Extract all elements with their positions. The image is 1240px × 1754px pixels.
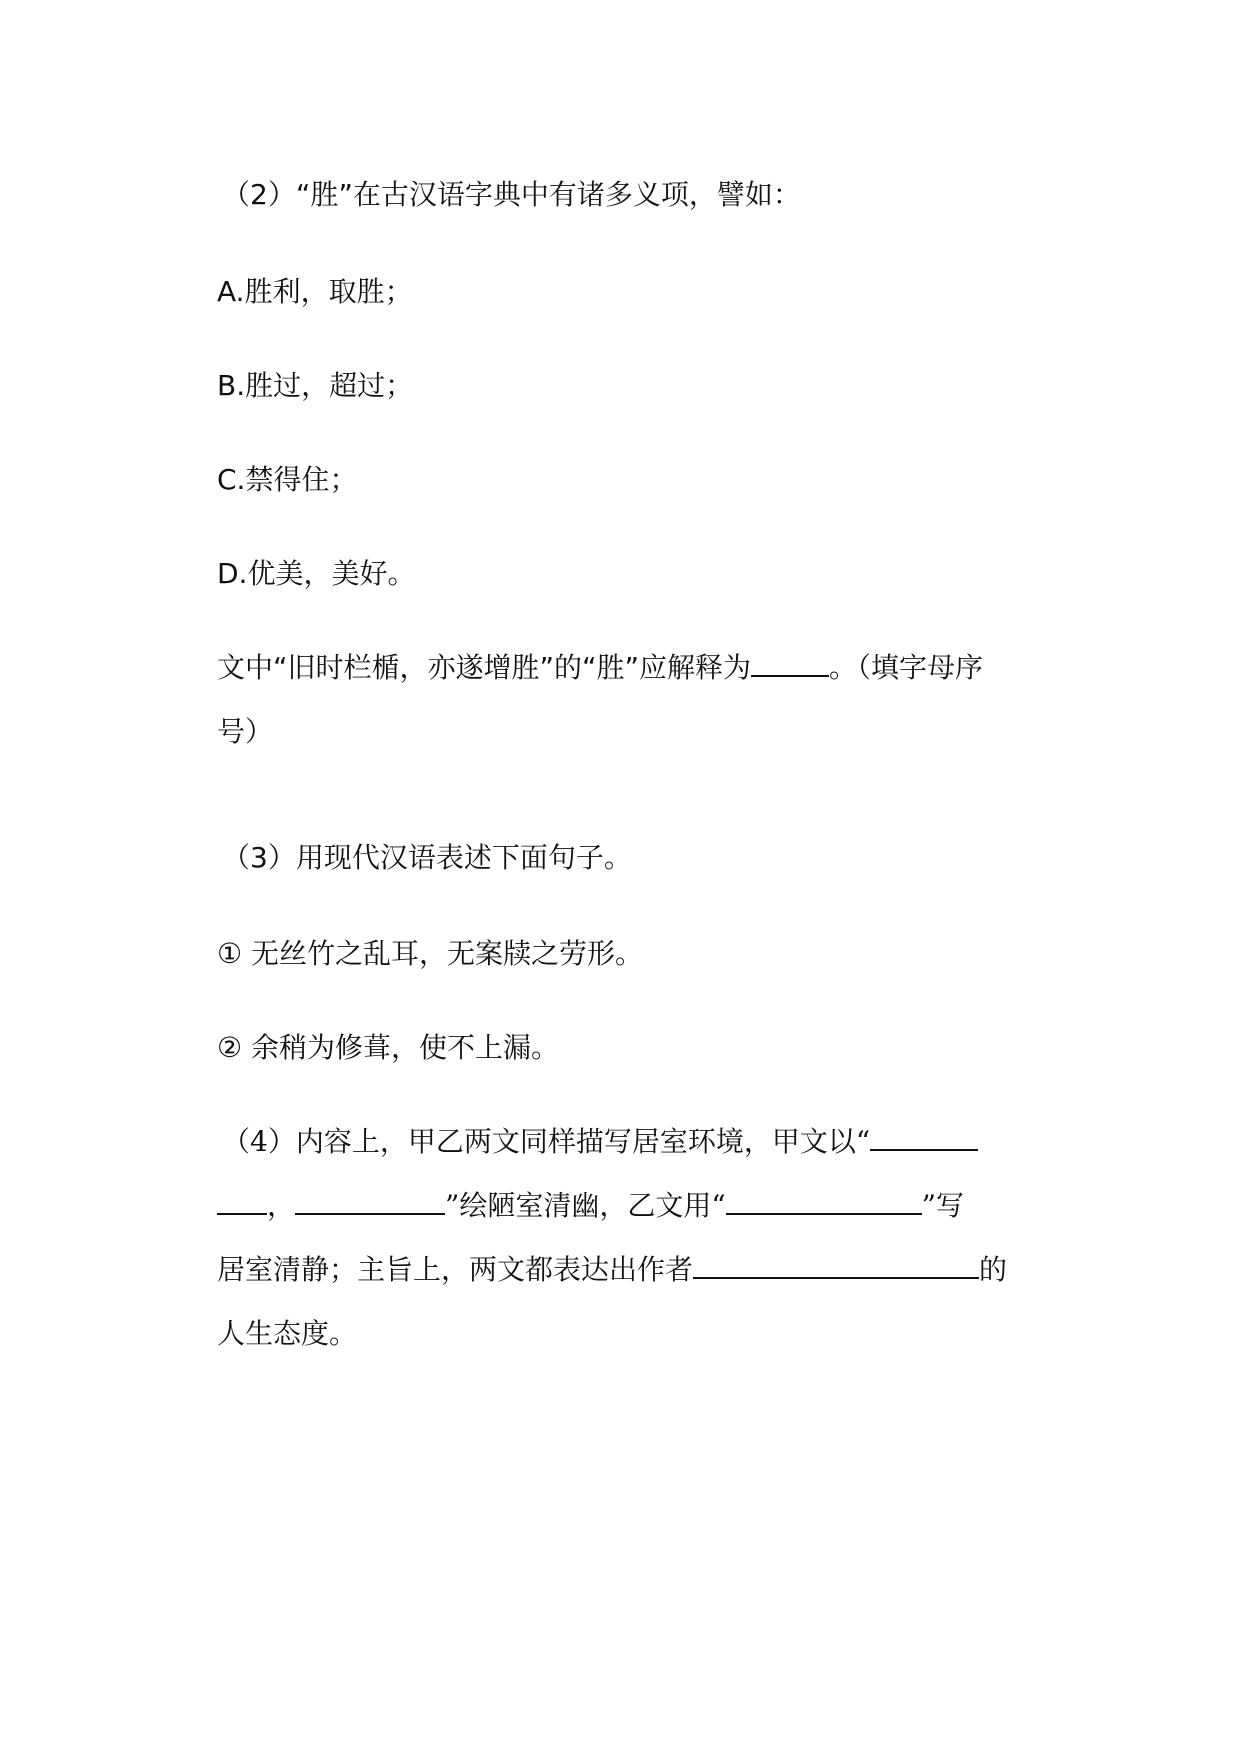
q4-line1-text: （4）内容上，甲乙两文同样描写居室环境，甲文以“	[222, 1125, 871, 1158]
q4-blank-4[interactable]	[693, 1251, 979, 1279]
q4-line-3	[217, 1250, 1007, 1290]
q2-intro: （2）“胜”在古汉语字典中有诸多义项，譬如：	[222, 178, 801, 211]
q4-line2-comma: ，	[267, 1189, 296, 1222]
q4-line3-text-b: 的	[979, 1253, 1008, 1286]
q3-sentence-1: ① 无丝竹之乱耳，无案牍之劳形。	[217, 937, 644, 970]
q4-blank-1b[interactable]	[217, 1187, 267, 1215]
q2-question-suffix: 。（填字母序	[829, 651, 984, 684]
q4-line2-text-a: ”绘陋室清幽，乙文用“	[445, 1189, 726, 1222]
q4-line-2	[217, 1186, 964, 1226]
q4-line-4: 人生态度。	[217, 1317, 358, 1350]
q2-option-c: C.禁得住；	[217, 463, 358, 496]
q4-line-1	[222, 1122, 978, 1162]
q4-blank-3[interactable]	[726, 1187, 922, 1215]
q2-question-line1	[217, 648, 983, 688]
q4-blank-1a[interactable]	[870, 1123, 978, 1151]
q2-option-a: A.胜利，取胜；	[217, 275, 413, 308]
q4-line3-text-a: 居室清静；主旨上，两文都表达出作者	[217, 1253, 694, 1286]
q4-blank-2[interactable]	[295, 1187, 445, 1215]
q2-answer-blank[interactable]	[751, 649, 829, 677]
q2-question-line2: 号）	[217, 715, 274, 748]
q3-intro: （3）用现代汉语表述下面句子。	[222, 841, 632, 874]
q2-option-b: B.胜过，超过；	[217, 369, 414, 402]
q4-line2-text-b: ”写	[921, 1189, 964, 1222]
q2-option-d: D.优美，美好。	[217, 557, 416, 590]
q3-sentence-2: ② 余稍为修葺，使不上漏。	[217, 1031, 560, 1064]
q2-question-text: 文中“旧时栏楯，亦遂增胜”的“胜”应解释为	[217, 651, 752, 684]
